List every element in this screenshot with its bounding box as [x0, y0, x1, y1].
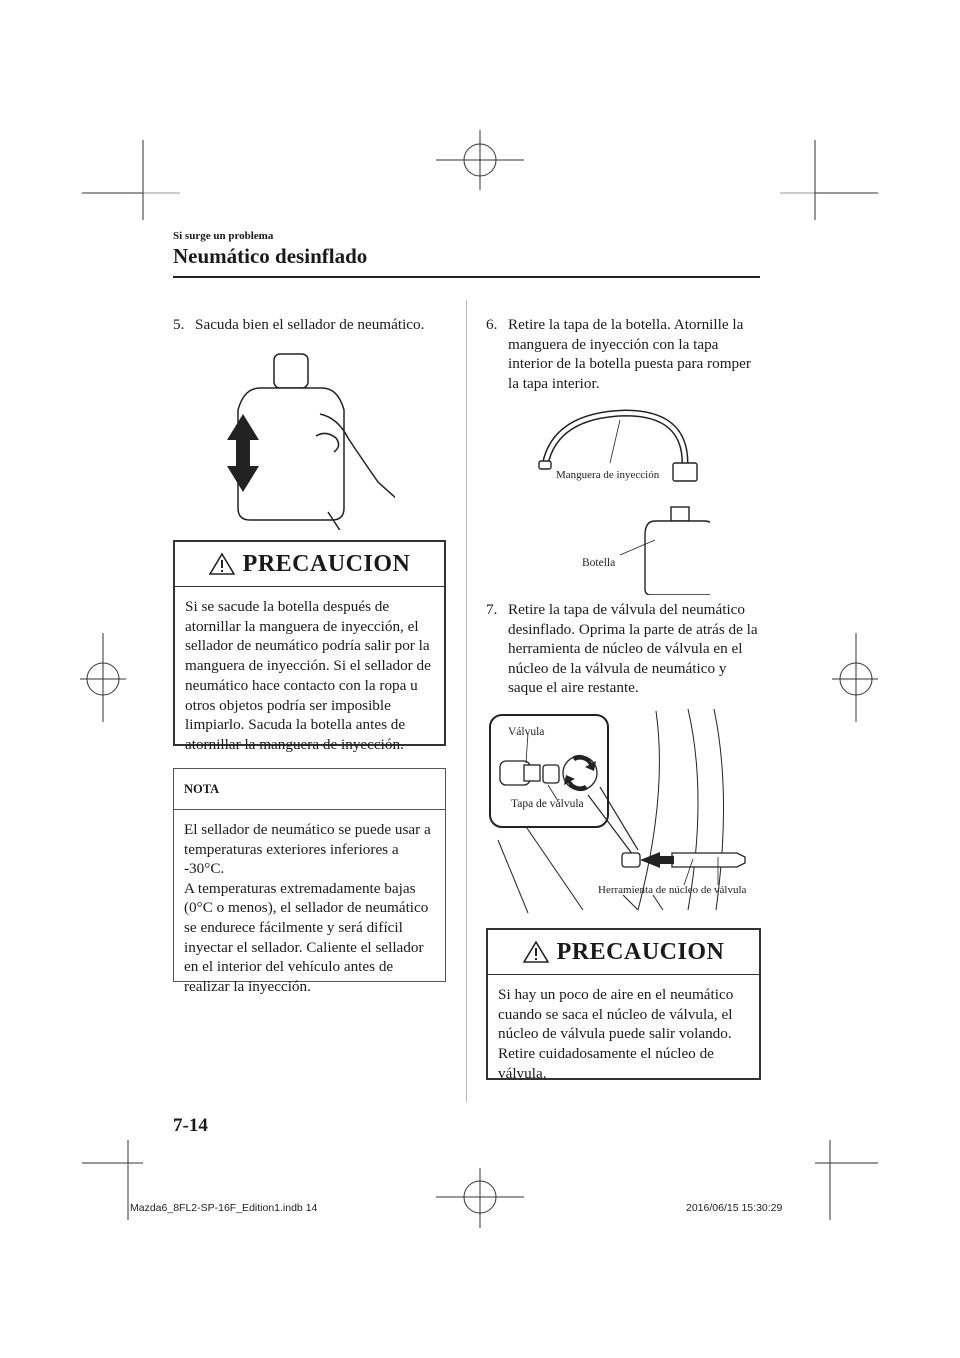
note-text-1: El sellador de neumático se puede usar a temperaturas exteriores inferiores a -30°C. — [184, 821, 431, 878]
section-label: Si surge un problema — [173, 230, 274, 242]
note-body — [174, 810, 445, 996]
label-valve: Válvula — [508, 726, 545, 738]
warning-triangle-icon — [523, 940, 549, 964]
page-title: Neumático desinflado — [173, 244, 368, 268]
title-rule — [173, 276, 760, 278]
step-number: 6. — [486, 316, 498, 333]
step-text: Retire la tapa de la botella. Atornille la manguera de inyección con la tapa interior de la botella puesta para romper la tapa interior. — [508, 316, 751, 392]
caution-header — [488, 930, 759, 975]
caution-text: Si se sacude la botella después de atornillar la manguera de inyección, el sellador de neumático podría salir por la manguera de inyección. Si el sellador de neumático hace contacto con la ropa u otros objetos podría ser imposible limpiarlo. Sacuda la botella antes de atornillar la manguera de inyección. — [185, 598, 431, 753]
shake-bottle-illustration — [220, 352, 395, 530]
step-text: Sacuda bien el sellador de neumático. — [195, 316, 425, 333]
step-text: Retire la tapa de válvula del neumático desinflado. Oprima la parte de atrás de la herramienta de núcleo de válvula en el núcleo de la válvula de neumático y saque el aire restante. — [508, 601, 758, 696]
caution-box-right — [486, 928, 761, 1080]
footer-timestamp: 2016/06/15 15:30:29 — [686, 1202, 783, 1214]
note-text-2: A temperaturas extremadamente bajas (0°C o menos), el sellador de neumático se endurece fácilmente y será difícil inyectar el sellador. Caliente el sellador en el interior del vehículo antes de realizar la inyección. — [184, 879, 429, 995]
column-divider — [466, 300, 467, 1102]
caution-title: PRECAUCION — [242, 550, 411, 577]
note-box — [173, 768, 446, 995]
caution-text: Si hay un poco de aire en el neumático cuando se saca el núcleo de válvula, el núcleo de válvula puede salir volando. Retire cuidadosamente el núcleo de válvula. — [498, 986, 734, 1082]
label-valve-core-tool: Herramienta de núcleo de válvula — [598, 884, 747, 896]
label-valve-cap: Tapa de válvula — [511, 798, 584, 810]
step-number: 5. — [173, 316, 185, 333]
caution-header — [175, 542, 444, 587]
step-number: 7. — [486, 601, 498, 618]
caution-title: PRECAUCION — [556, 938, 725, 965]
step-6 — [486, 315, 761, 397]
step-5 — [173, 315, 448, 337]
hose-bottle-illustration — [535, 405, 710, 595]
caution-box-left — [173, 540, 446, 753]
step-7 — [486, 600, 761, 700]
label-injection-hose: Manguera de inyección — [556, 469, 660, 481]
footer-file-name: Mazda6_8FL2-SP-16F_Edition1.indb 14 — [130, 1202, 318, 1214]
warning-triangle-icon — [209, 552, 235, 576]
label-bottle: Botella — [582, 557, 616, 569]
page-number: 7-14 — [173, 1115, 208, 1136]
note-header: NOTA — [174, 769, 445, 810]
